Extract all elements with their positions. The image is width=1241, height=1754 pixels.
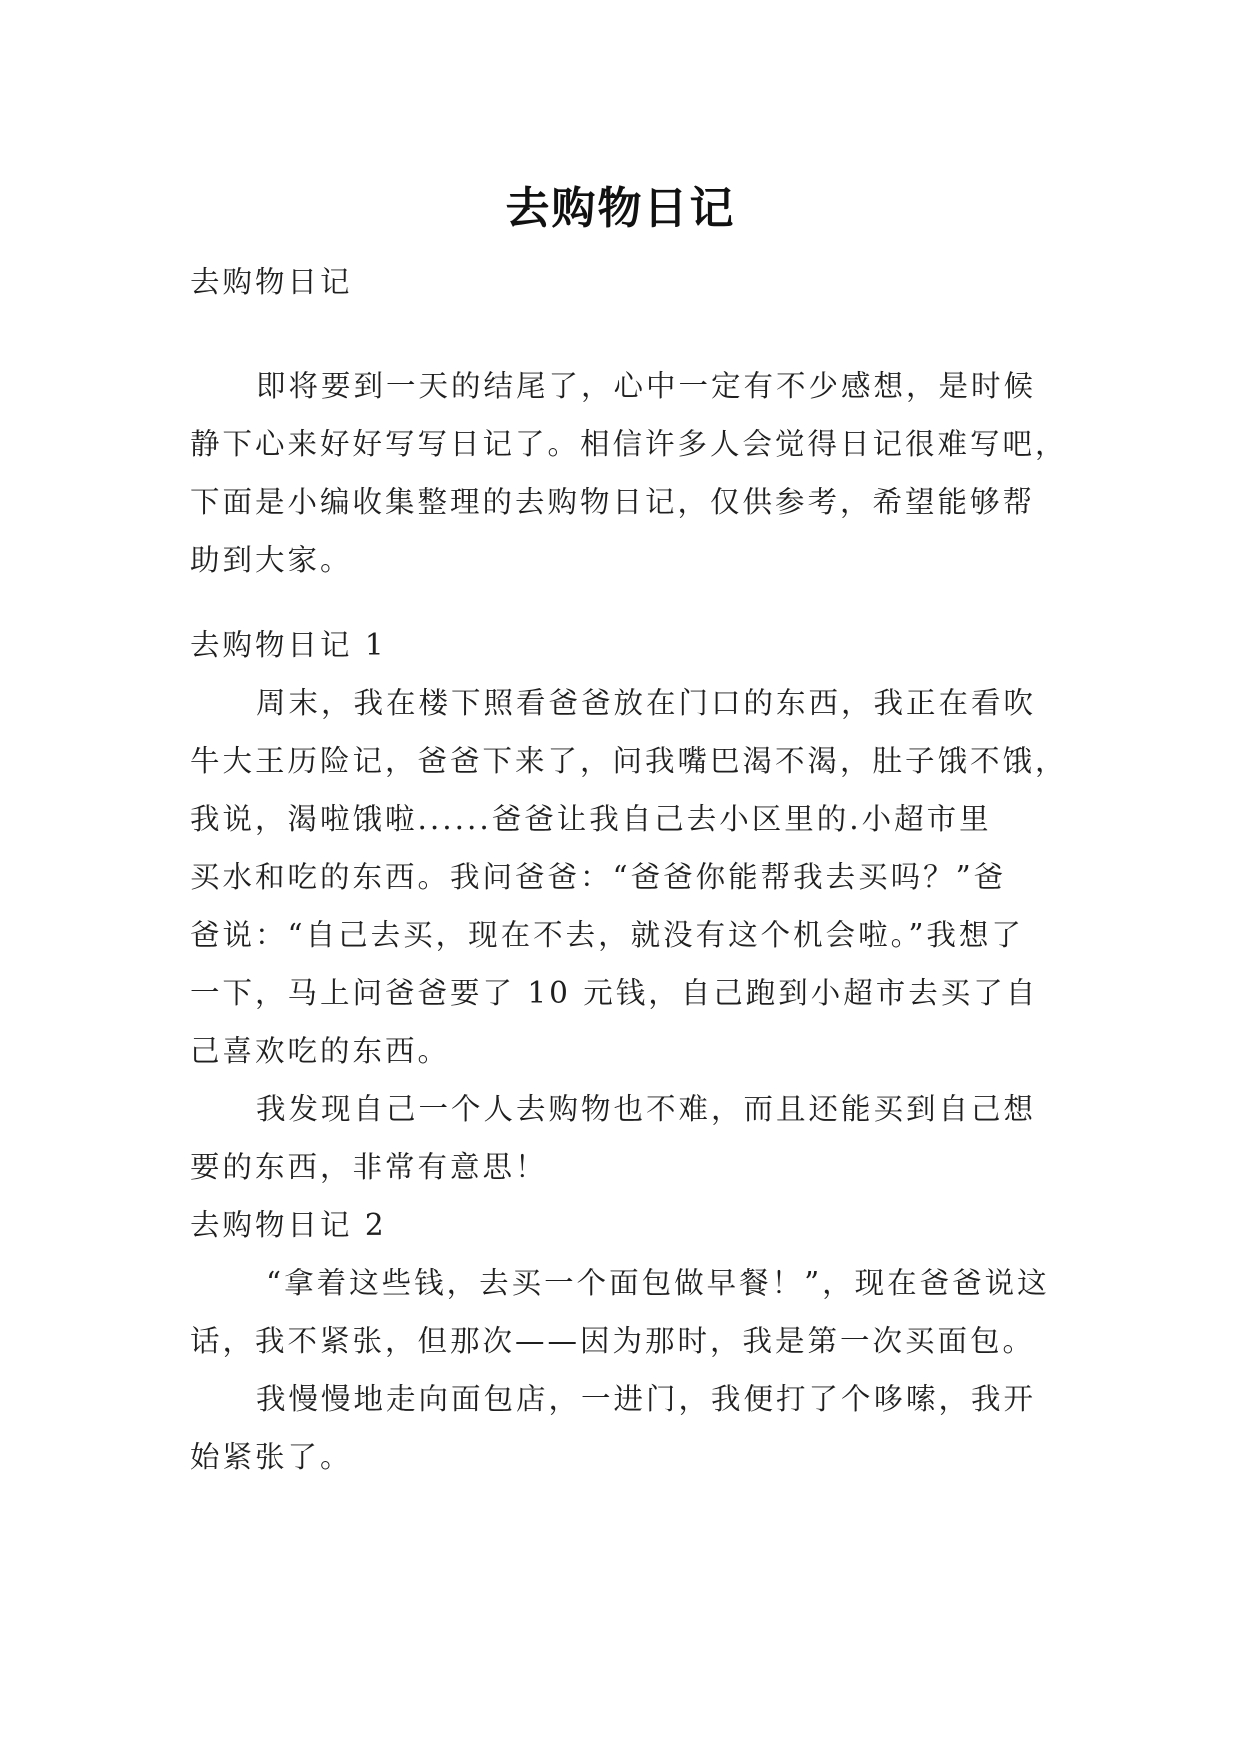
section-2-heading: [190, 1196, 1055, 1254]
intro-line: 静下心来好好写写日记了。相信许多人会觉得日记很难写吧，: [190, 427, 1068, 461]
section-2-paragraph-1: [190, 1254, 1055, 1370]
document-subtitle: [190, 253, 1055, 311]
paragraph-line: 牛大王历险记，爸爸下来了，问我嘴巴渴不渴，肚子饿不饿，: [190, 744, 1068, 778]
intro-paragraph: [190, 357, 1068, 589]
paragraph-line: 我慢慢地走向面包店，一进门，我便打了个哆嗦，我开: [256, 1382, 1037, 1416]
section-1-heading: [190, 616, 1055, 674]
intro-line: 即将要到一天的结尾了，心中一定有不少感想，是时候: [256, 369, 1037, 403]
paragraph-line: 我发现自己一个人去购物也不难，而且还能买到自己想: [256, 1092, 1037, 1126]
paragraph-line: 己喜欢吃的东西。: [190, 1034, 451, 1068]
subtitle-text: 去购物日记: [190, 265, 353, 299]
section-heading-text: 去购物日记 1: [190, 628, 387, 662]
intro-line: 下面是小编收集整理的去购物日记，仅供参考，希望能够帮: [190, 485, 1036, 519]
intro-line: 助到大家。: [190, 543, 353, 577]
paragraph-line: 爸说：“自己去买，现在不去，就没有这个机会啦。”我想了: [190, 918, 1024, 952]
document-title: 去购物日记: [505, 183, 736, 235]
paragraph-line: 始紧张了。: [190, 1440, 353, 1474]
paragraph-line: 一下，马上问爸爸要了 10 元钱，自己跑到小超市去买了自: [190, 976, 1039, 1010]
paragraph-line: 买水和吃的东西。我问爸爸：“爸爸你能帮我去买吗？”爸: [190, 860, 1007, 894]
paragraph-line: 周末，我在楼下照看爸爸放在门口的东西，我正在看吹: [256, 686, 1037, 720]
paragraph-line: 话，我不紧张，但那次——因为那时，我是第一次买面包。: [190, 1324, 1036, 1358]
section-1-paragraph-1: [190, 674, 1068, 1080]
section-1-paragraph-2: [190, 1080, 1055, 1196]
paragraph-line: 要的东西，非常有意思！: [190, 1150, 548, 1184]
paragraph-line: 我说，渴啦饿啦......爸爸让我自己去小区里的.小超市里: [190, 802, 992, 836]
section-heading-text: 去购物日记 2: [190, 1208, 387, 1242]
paragraph-line: “拿着这些钱，去买一个面包做早餐！”，现在爸爸说这: [266, 1266, 1050, 1300]
section-2-paragraph-2: [190, 1370, 1055, 1486]
